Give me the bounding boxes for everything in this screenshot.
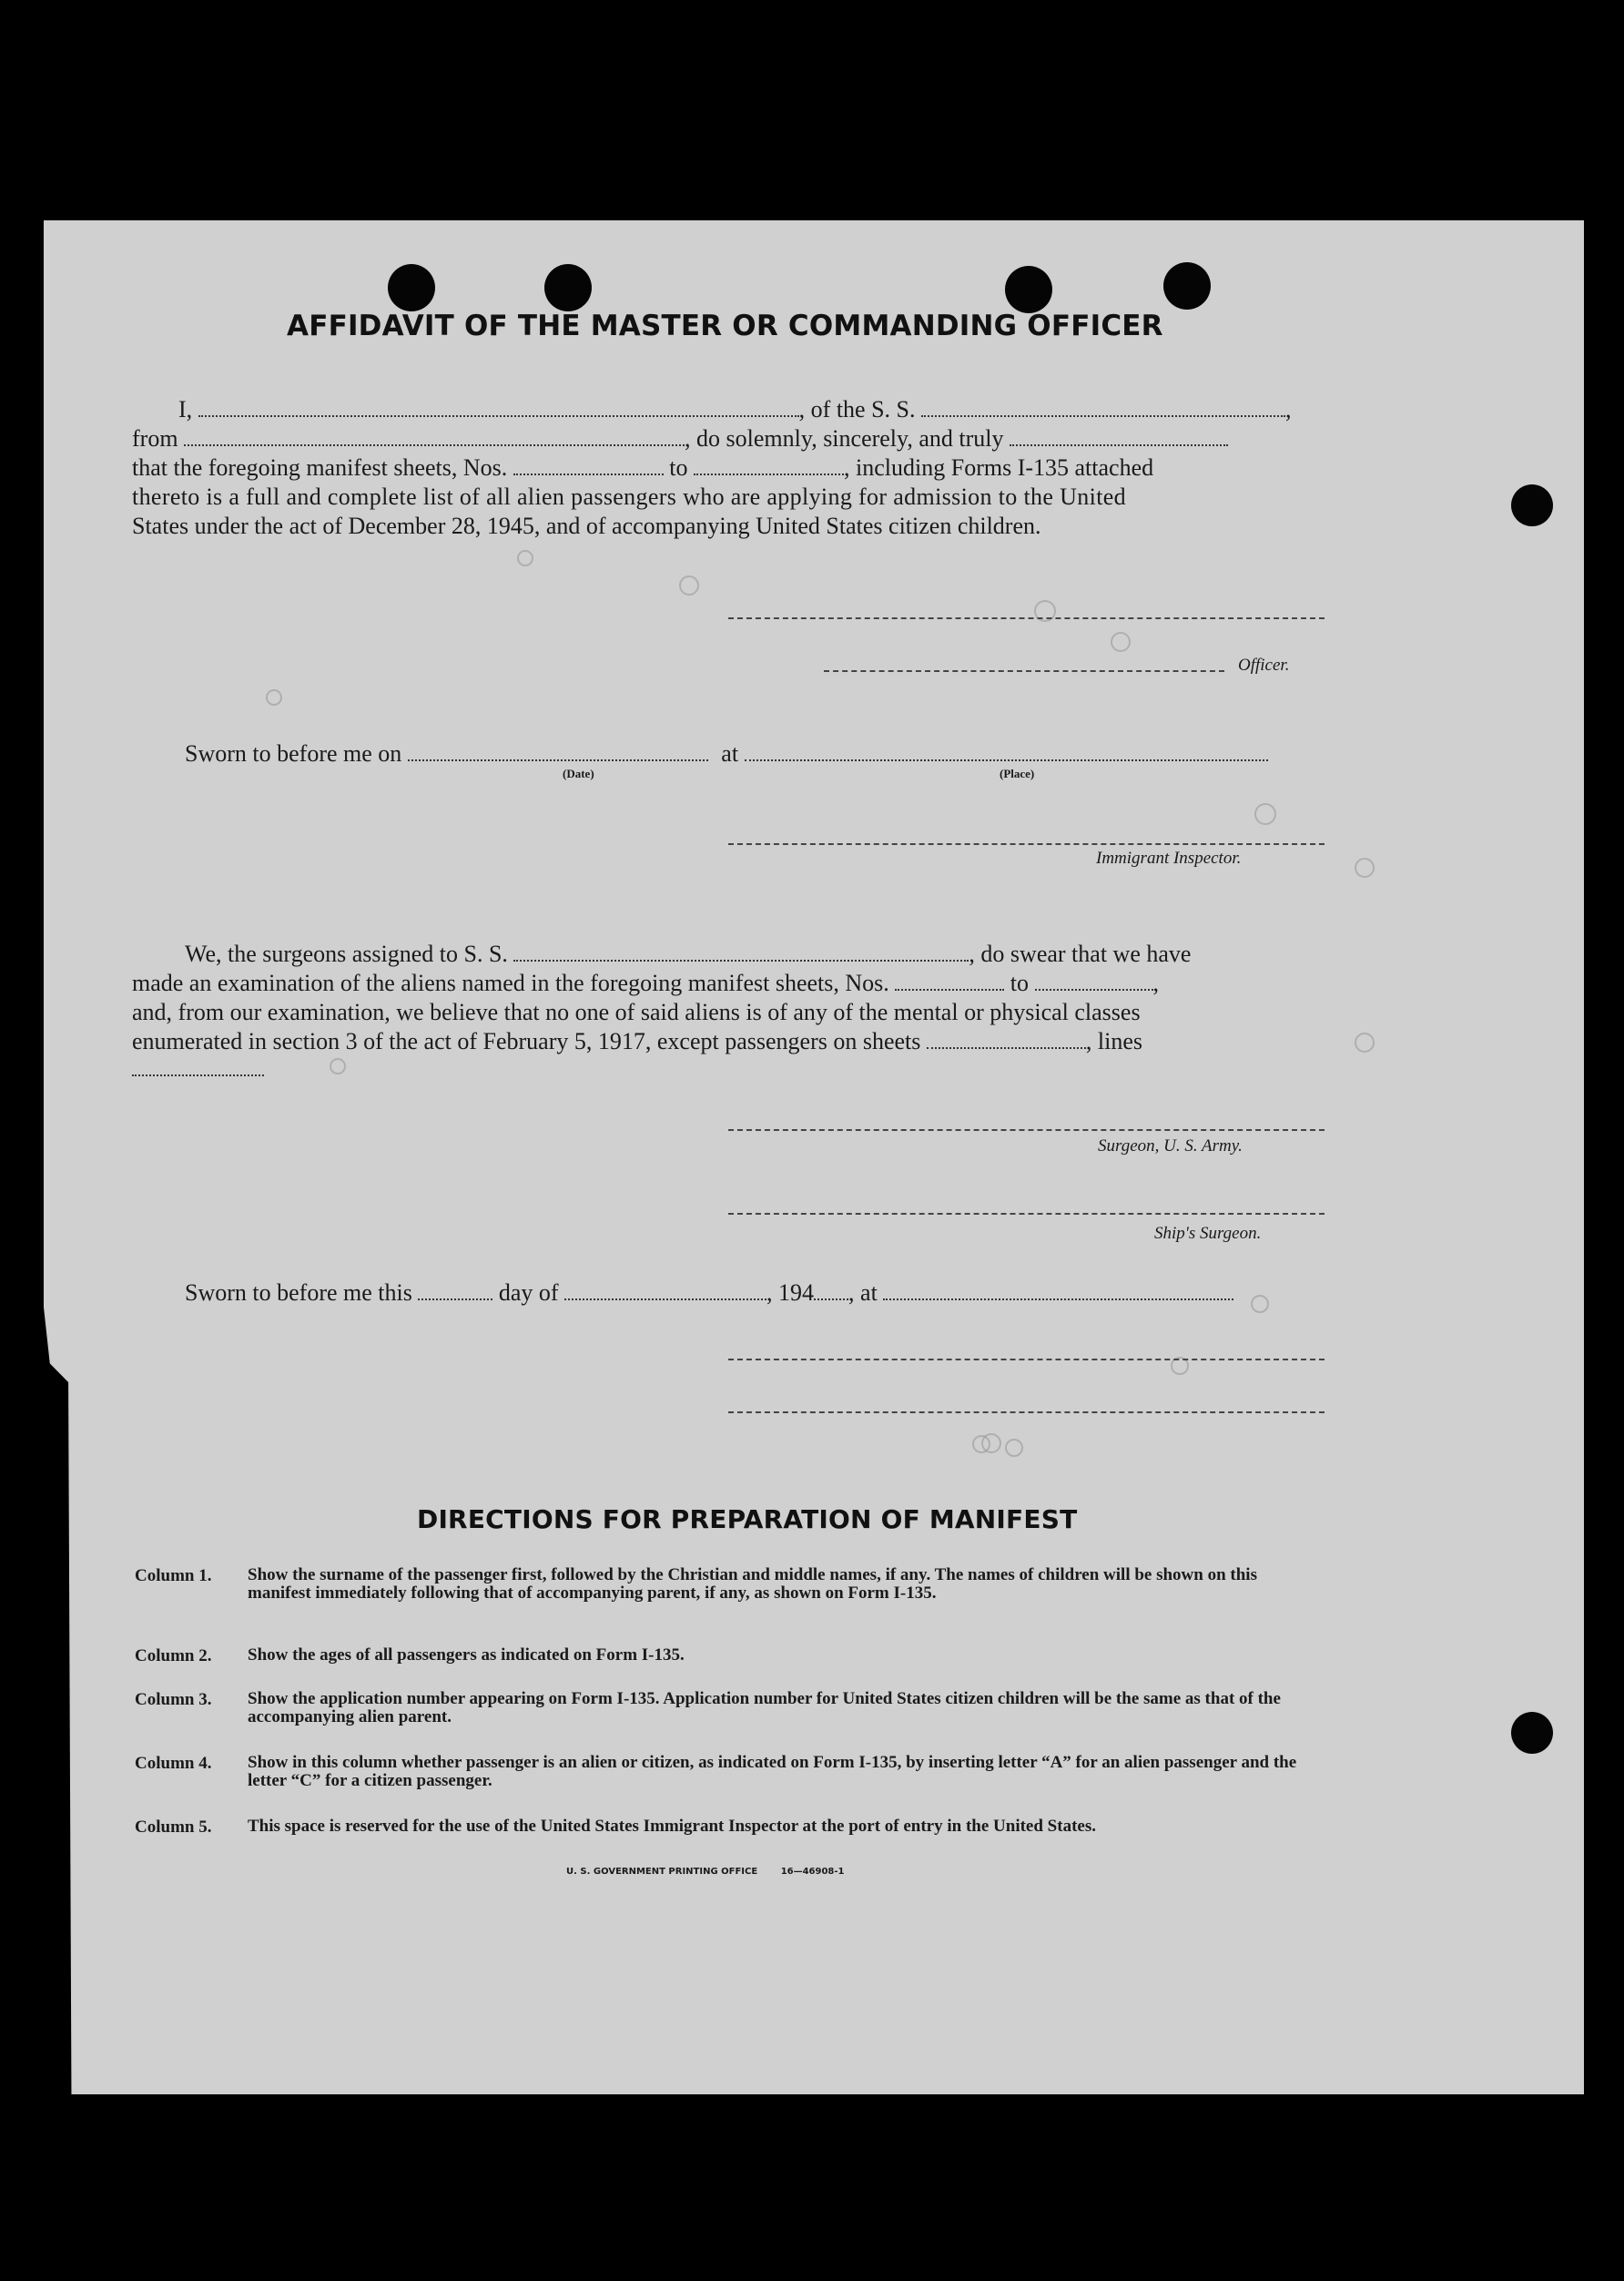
blank-field[interactable] <box>198 397 799 417</box>
blank-field[interactable] <box>513 455 664 475</box>
affidavit-line-5: States under the act of December 28, 1945, and of accompanying United States citizen children. <box>132 513 1041 539</box>
punch-hole <box>544 264 592 311</box>
column-1-text: Show the surname of the passenger first, followed by the Christian and middle names, if any. The names of children will be shown on this manifest immediately following that of accompanying parent, if any, as shown on Form I-135. <box>248 1565 1257 1603</box>
blank-field[interactable] <box>1035 971 1153 991</box>
text: from <box>132 425 178 452</box>
officer-label: Officer. <box>1238 656 1290 675</box>
signature-line <box>728 1411 1325 1413</box>
text: to <box>1010 970 1029 996</box>
speck-mark <box>1005 1439 1023 1457</box>
printer-name: U. S. GOVERNMENT PRINTING OFFICE <box>566 1867 758 1877</box>
column-3-text: Show the application number appearing on Form I-135. Application number for United States citizen children will be the same as that of the accompanying alien parent. <box>248 1689 1281 1726</box>
text: enumerated in section 3 of the act of February 5, 1917, except passengers on sheets <box>132 1028 921 1054</box>
affidavit-title: AFFIDAVIT OF THE MASTER OR COMMANDING OFFICER <box>287 310 1163 342</box>
form-number: 16—46908-1 <box>780 1867 845 1877</box>
text: , 194 <box>766 1279 815 1306</box>
affidavit-line-2 <box>132 424 1228 453</box>
signature-line <box>728 1359 1325 1360</box>
speck-mark <box>1251 1295 1269 1313</box>
column-3-label: Column 3. <box>135 1690 212 1709</box>
column-1-label: Column 1. <box>135 1566 212 1585</box>
column-4-text: Show in this column whether passenger is an alien or citizen, as indicated on Form I-135, by inserting letter “A” for an alien passenger and the letter “C” for a citizen passenger. <box>248 1753 1297 1790</box>
place-field[interactable] <box>745 741 1268 761</box>
speck-mark <box>1355 858 1375 878</box>
signature-line <box>728 843 1325 845</box>
text: at <box>721 740 739 767</box>
blank-field[interactable] <box>921 397 1285 417</box>
text: to <box>669 454 688 481</box>
blank-field[interactable] <box>132 1056 264 1076</box>
signature-line <box>728 617 1325 619</box>
affidavit-line-1 <box>178 395 1292 424</box>
surgeons-line-3: and, from our examination, we believe that no one of said aliens is of any of the mental or physical classes <box>132 999 1141 1025</box>
blank-field[interactable] <box>927 1029 1086 1049</box>
text: , lines <box>1085 1028 1143 1054</box>
text: , <box>1152 970 1159 996</box>
date-field[interactable] <box>408 741 708 761</box>
printer-footer <box>566 1867 845 1877</box>
affidavit-line-3 <box>132 453 1153 483</box>
text: Sworn to before me this <box>185 1279 412 1306</box>
sworn-line-2 <box>185 1278 1233 1308</box>
text: made an examination of the aliens named in the foregoing manifest sheets, Nos. <box>132 970 889 996</box>
speck-mark <box>266 689 282 706</box>
affidavit-line-4: thereto is a full and complete list of all alien passengers who are applying for admission to the United <box>132 484 1127 510</box>
year-field[interactable] <box>814 1280 848 1300</box>
column-4-label: Column 4. <box>135 1754 212 1773</box>
text: , do solemnly, sincerely, and truly <box>685 425 1004 452</box>
punch-hole <box>388 264 435 311</box>
column-2-text: Show the ages of all passengers as indicated on Form I-135. <box>248 1645 685 1665</box>
signature-line <box>824 670 1224 672</box>
text: , <box>1285 396 1292 423</box>
text: , of the S. S. <box>798 396 916 423</box>
inspector-label: Immigrant Inspector. <box>1096 849 1242 868</box>
speck-mark <box>330 1058 346 1074</box>
text: that the foregoing manifest sheets, Nos. <box>132 454 508 481</box>
month-field[interactable] <box>564 1280 766 1300</box>
punch-hole <box>1511 484 1553 526</box>
blank-field[interactable] <box>513 942 969 962</box>
blank-field[interactable] <box>694 455 844 475</box>
army-surgeon-label: Surgeon, U. S. Army. <box>1098 1136 1243 1156</box>
place-label: (Place) <box>1000 767 1035 780</box>
text: , including Forms I-135 attached <box>844 454 1154 481</box>
day-field[interactable] <box>418 1280 492 1300</box>
column-5-label: Column 5. <box>135 1818 212 1837</box>
speck-mark <box>517 550 533 566</box>
signature-line <box>728 1213 1325 1215</box>
punch-hole <box>1005 266 1052 313</box>
text: , at <box>848 1279 878 1306</box>
speck-mark <box>1111 632 1131 652</box>
ship-surgeon-label: Ship's Surgeon. <box>1154 1224 1262 1243</box>
column-5-text: This space is reserved for the use of the United States Immigrant Inspector at the port of entry in the United States. <box>248 1817 1096 1836</box>
speck-mark <box>1254 803 1276 825</box>
surgeons-line-5 <box>132 1054 264 1084</box>
signature-line <box>728 1129 1325 1131</box>
surgeons-line-4 <box>132 1027 1142 1056</box>
text: day of <box>498 1279 559 1306</box>
text: We, the surgeons assigned to S. S. <box>185 941 508 967</box>
text: Sworn to before me on <box>185 740 402 767</box>
text: , do swear that we have <box>969 941 1192 967</box>
sworn-line-1 <box>185 739 1268 769</box>
surgeons-line-1 <box>185 940 1191 969</box>
surgeons-line-2 <box>132 969 1159 998</box>
speck-mark <box>679 575 699 596</box>
blank-field[interactable] <box>895 971 1004 991</box>
date-label: (Date) <box>563 767 594 780</box>
punch-hole <box>1511 1712 1553 1754</box>
blank-field[interactable] <box>184 426 685 446</box>
speck-mark <box>972 1435 990 1453</box>
blank-field[interactable] <box>1010 426 1228 446</box>
column-2-label: Column 2. <box>135 1646 212 1665</box>
place-field[interactable] <box>883 1280 1233 1300</box>
directions-title: DIRECTIONS FOR PREPARATION OF MANIFEST <box>417 1504 1078 1534</box>
speck-mark <box>1355 1033 1375 1053</box>
punch-hole <box>1163 262 1211 310</box>
text: I, <box>178 396 193 423</box>
